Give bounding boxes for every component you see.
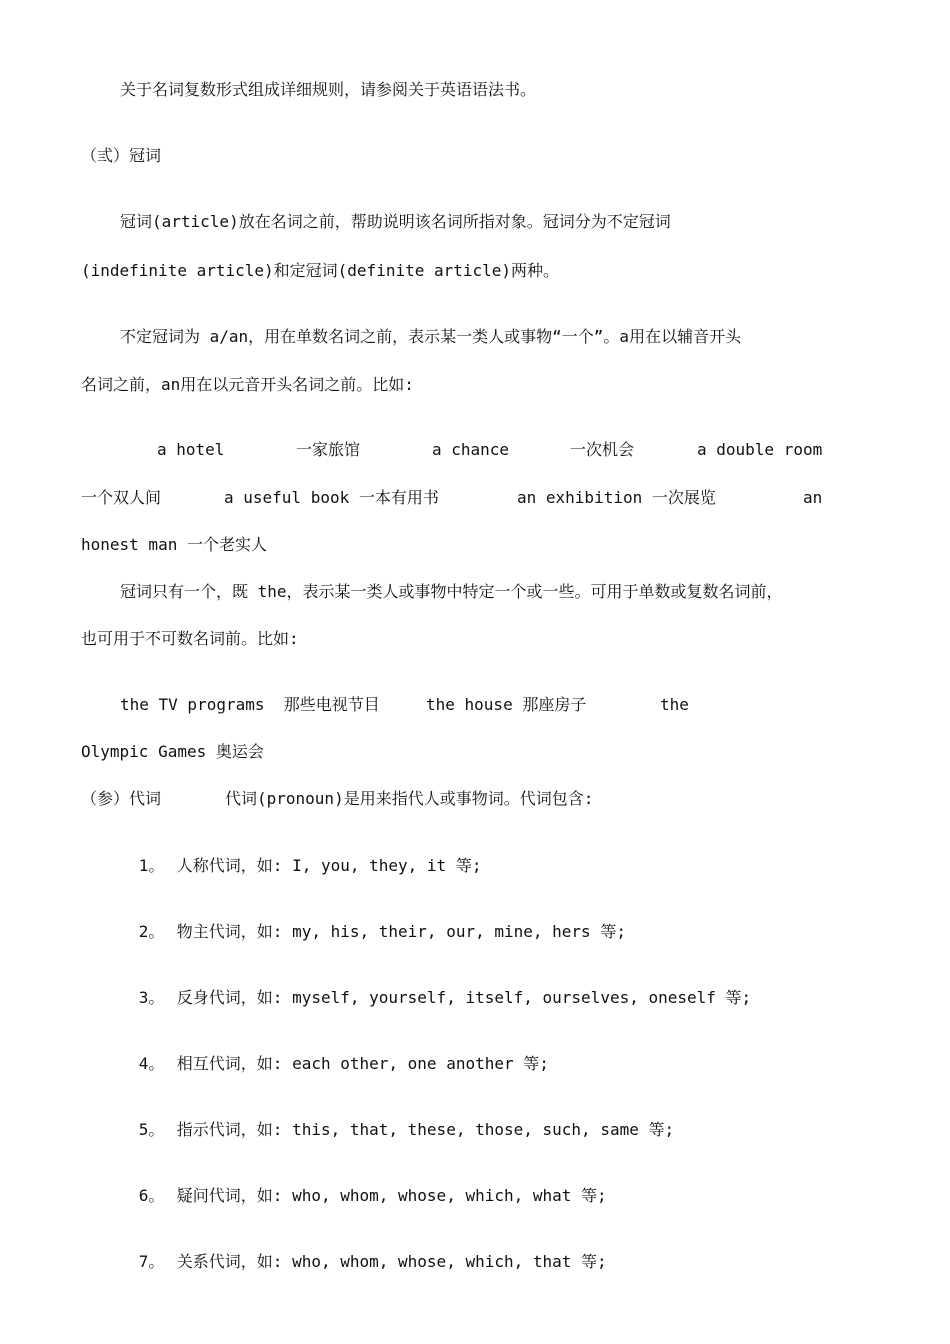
- list-item-text: 相互代词，如: each other, one another 等;: [176, 1054, 549, 1073]
- list-item-number: 3。: [138, 988, 165, 1007]
- indefinite-intro-line-2: 名词之前，an用在以元音开头名词之前。比如:: [81, 375, 414, 394]
- example-an-exhibition: an exhibition 一次展览: [517, 488, 716, 507]
- indefinite-intro-line-1: 不定冠词为 a/an，用在单数名词之前，表示某一类人或事物“一个”。a用在以辅音开头: [120, 327, 742, 346]
- plural-rule-paragraph: 关于名词复数形式组成详细规则，请参阅关于英语语法书。: [120, 80, 537, 99]
- list-item: [81, 1100, 674, 1160]
- pronoun-section-heading: （参）代词: [81, 789, 162, 808]
- example-a-hotel-translation: 一家旅馆: [296, 440, 361, 459]
- list-item-number: 4。: [138, 1054, 165, 1073]
- list-item-number: 5。: [138, 1120, 165, 1139]
- example-a-double-room: a double room: [697, 440, 823, 459]
- example-a-chance-translation: 一次机会: [570, 440, 635, 459]
- article-intro-line-2: (indefinite article)和定冠词(definite article)两种。: [81, 261, 560, 280]
- pronoun-definition: 代词(pronoun)是用来指代人或事物词。代词包含:: [225, 789, 594, 808]
- example-double-room-translation: 一个双人间: [81, 488, 162, 507]
- article-section-heading: （弎）冠词: [81, 146, 162, 165]
- list-item-text: 指示代词，如: this, that, these, those, such, same 等;: [176, 1120, 675, 1139]
- example-the-house: the house 那座房子: [426, 695, 587, 714]
- definite-intro-line-1: 冠词只有一个，既 the，表示某一类人或事物中特定一个或一些。可用于单数或复数名词前，: [120, 582, 783, 601]
- list-item-text: 物主代词，如: my, his, their, our, mine, hers 等;: [176, 922, 626, 941]
- example-olympic-games: Olympic Games 奥运会: [81, 742, 264, 761]
- list-item-text: 疑问代词，如: who, whom, whose, which, what 等;: [176, 1186, 607, 1205]
- list-item: [81, 1166, 607, 1226]
- list-item: [81, 1034, 549, 1094]
- example-a-useful-book: a useful book 一本有用书: [224, 488, 439, 507]
- list-item: [81, 1232, 607, 1292]
- list-item-number: 1。: [138, 856, 165, 875]
- example-a-chance: a chance: [432, 440, 510, 459]
- example-an: an: [803, 488, 823, 507]
- article-intro-line-1: 冠词(article)放在名词之前，帮助说明该名词所指对象。冠词分为不定冠词: [120, 212, 671, 231]
- list-item-text: 人称代词，如: I, you, they, it 等;: [176, 856, 482, 875]
- list-item-number: 7。: [138, 1252, 165, 1271]
- list-item: [81, 836, 481, 896]
- example-tv-programs: the TV programs 那些电视节目: [120, 695, 380, 714]
- example-a-hotel: a hotel: [157, 440, 225, 459]
- list-item-text: 反身代词，如: myself, yourself, itself, ourselves, oneself 等;: [176, 988, 752, 1007]
- list-item: [81, 902, 626, 962]
- list-item-text: 关系代词，如: who, whom, whose, which, that 等;: [176, 1252, 607, 1271]
- example-honest-man: honest man 一个老实人: [81, 535, 267, 554]
- list-item-number: 2。: [138, 922, 165, 941]
- example-the: the: [660, 695, 689, 714]
- list-item-number: 6。: [138, 1186, 165, 1205]
- list-item: [81, 968, 751, 1028]
- definite-intro-line-2: 也可用于不可数名词前。比如:: [81, 629, 299, 648]
